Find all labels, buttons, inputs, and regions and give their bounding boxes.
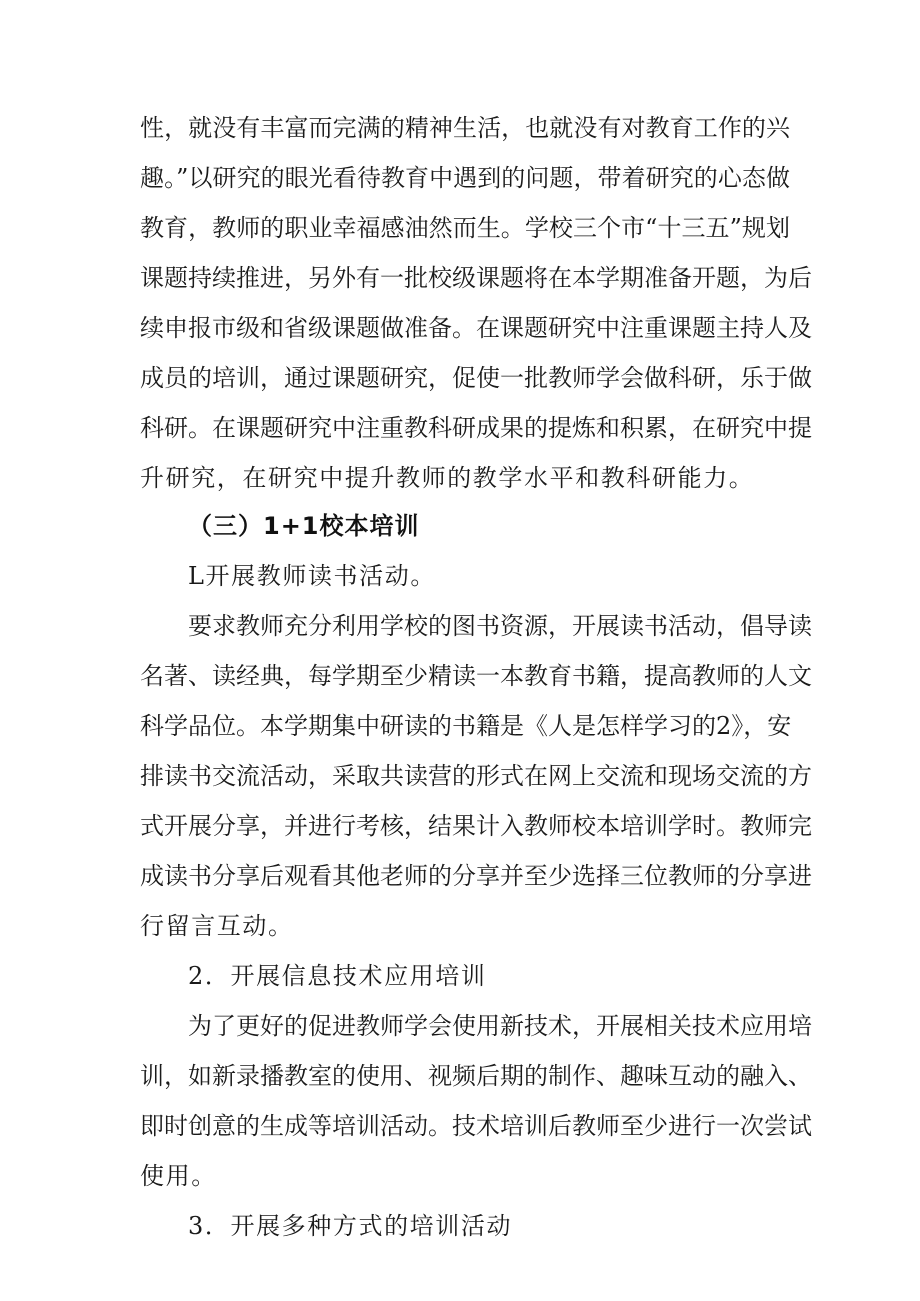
paragraph-line: 教育，教师的职业幸福感油然而生。学校三个市“十三五”规划 <box>140 214 790 242</box>
paragraph-line: 行留言互动。 <box>140 912 294 940</box>
paragraph-line: 名著、读经典，每学期至少精读一本教育书籍，提高教师的人文 <box>140 662 812 690</box>
paragraph-line: 课题持续推进，另外有一批校级课题将在本学期准备开题，为后 <box>140 264 812 292</box>
paragraph-line: 成读书分享后观看其他老师的分享并至少选择三位教师的分享进 <box>140 862 812 890</box>
item-1-title: L开展教师读书活动。 <box>188 562 436 590</box>
paragraph-line: 成员的培训，通过课题研究，促使一批教师学会做科研，乐于做 <box>140 364 812 392</box>
paragraph-line: 续申报市级和省级课题做准备。在课题研究中注重课题主持人及 <box>140 314 812 342</box>
item-3-title: 3．开展多种方式的培训活动 <box>188 1212 513 1240</box>
paragraph-line: 科研。在课题研究中注重教科研成果的提炼和积累，在研究中提 <box>140 414 812 442</box>
paragraph-line: 训，如新录播教室的使用、视频后期的制作、趣味互动的融入、 <box>140 1062 812 1090</box>
paragraph-line: 即时创意的生成等培训活动。技术培训后教师至少进行一次尝试 <box>140 1112 812 1140</box>
item-2-title: 2．开展信息技术应用培训 <box>188 962 487 990</box>
paragraph-line: 趣。”以研究的眼光看待教育中遇到的问题，带着研究的心态做 <box>140 164 790 192</box>
paragraph-line: 性，就没有丰富而完满的精神生活，也就没有对教育工作的兴 <box>140 114 790 142</box>
paragraph-line: 排读书交流活动，采取共读营的形式在网上交流和现场交流的方 <box>140 762 812 790</box>
section-heading: （三）1+1校本培训 <box>188 512 420 540</box>
paragraph-line: 为了更好的促进教师学会使用新技术，开展相关技术应用培 <box>188 1012 812 1040</box>
paragraph-line: 式开展分享，并进行考核，结果计入教师校本培训学时。教师完 <box>140 812 812 840</box>
paragraph-line: 科学品位。本学期集中研读的书籍是《人是怎样学习的2》，安 <box>140 712 792 740</box>
paragraph-line: 要求教师充分利用学校的图书资源，开展读书活动，倡导读 <box>188 612 812 640</box>
paragraph-line: 升研究，在研究中提升教师的教学水平和教科研能力。 <box>140 464 755 492</box>
paragraph-line: 使用。 <box>140 1162 217 1190</box>
